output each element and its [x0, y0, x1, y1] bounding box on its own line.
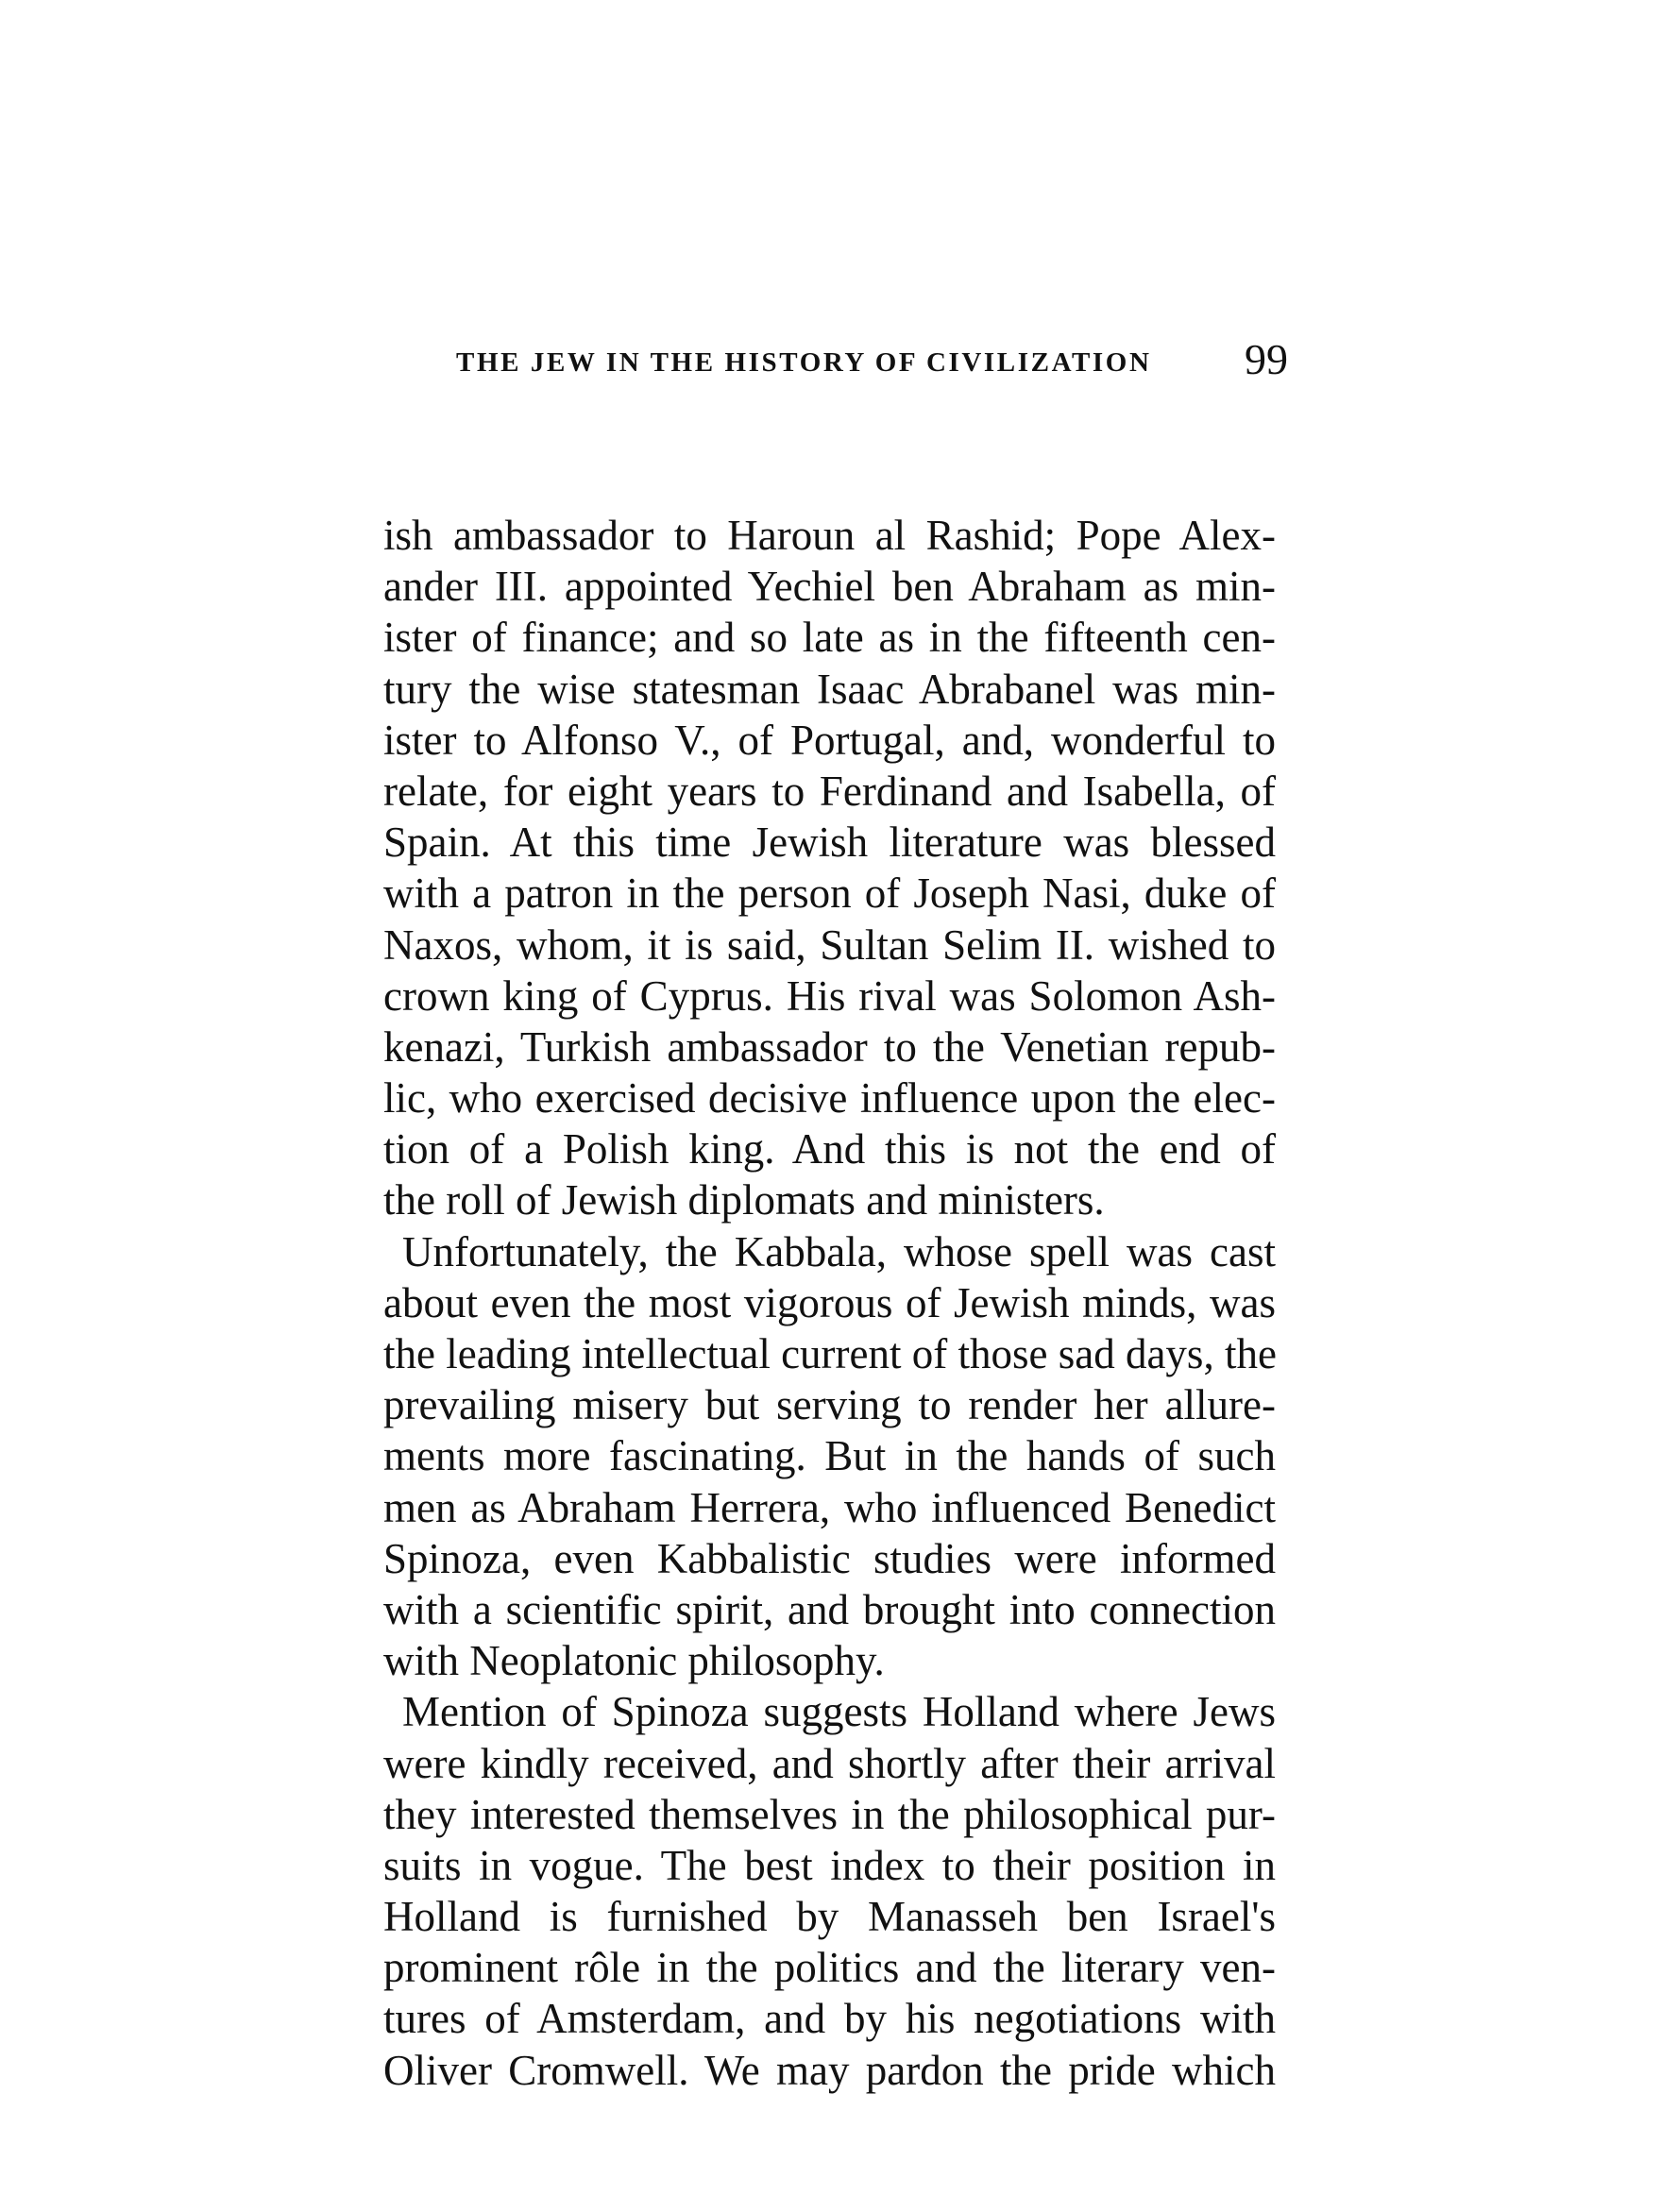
- text-line: ments more fascinating. But in the hands of such: [383, 1432, 1276, 1480]
- text-line: they interested themselves in the philosophical pur-: [383, 1790, 1276, 1838]
- text-line: relate, for eight years to Ferdinand and Isabella, of: [383, 767, 1276, 815]
- running-header: [456, 335, 1288, 383]
- paragraph: [383, 1686, 1276, 2096]
- body-text: [383, 510, 1276, 2096]
- text-line: Spain. At this time Jewish literature was blessed: [383, 819, 1276, 867]
- text-line: ister to Alfonso V., of Portugal, and, wonderful to: [383, 716, 1276, 764]
- text-line: with a scientific spirit, and brought into connection: [383, 1585, 1276, 1633]
- text-line: tures of Amsterdam, and by his negotiations with: [383, 1995, 1276, 2043]
- text-line: ish ambassador to Haroun al Rashid; Pope Alex-: [383, 512, 1276, 559]
- text-line: ister of finance; and so late as in the fifteenth cen-: [383, 614, 1276, 662]
- text-line: with Neoplatonic philosophy.: [383, 1637, 885, 1685]
- text-line: the leading intellectual current of those sad days, the: [383, 1330, 1277, 1377]
- text-line: about even the most vigorous of Jewish minds, was: [383, 1278, 1276, 1326]
- text-line: Mention of Spinoza suggests Holland where Jews: [402, 1688, 1276, 1736]
- text-line: with a patron in the person of Joseph Nasi, duke of: [383, 870, 1276, 918]
- text-line: prevailing misery but serving to render her allure-: [383, 1381, 1276, 1429]
- text-line: kenazi, Turkish ambassador to the Venetian repub-: [383, 1022, 1276, 1071]
- text-line: Naxos, whom, it is said, Sultan Selim II. wished to: [383, 920, 1276, 969]
- text-line: the roll of Jewish diplomats and ministers.: [383, 1176, 1105, 1224]
- page-number: 99: [1245, 335, 1288, 383]
- running-title: THE JEW IN THE HISTORY OF CIVILIZATION: [456, 347, 1152, 378]
- text-line: men as Abraham Herrera, who influenced Benedict: [383, 1483, 1276, 1531]
- paragraph: [383, 1226, 1276, 1687]
- text-line: tury the wise statesman Isaac Abrabanel was min-: [383, 665, 1276, 713]
- paragraph: [383, 510, 1276, 1226]
- text-line: Unfortunately, the Kabbala, whose spell was cast: [402, 1227, 1276, 1275]
- text-line: prominent rôle in the politics and the literary ven-: [383, 1944, 1276, 1992]
- text-line: were kindly received, and shortly after their arrival: [383, 1739, 1276, 1787]
- text-line: Holland is furnished by Manasseh ben Israel's: [383, 1893, 1276, 1941]
- text-line: tion of a Polish king. And this is not the end of: [383, 1125, 1276, 1174]
- text-line: lic, who exercised decisive influence upon the elec-: [383, 1074, 1276, 1123]
- text-line: ander III. appointed Yechiel ben Abraham as min-: [383, 563, 1276, 611]
- text-line: suits in vogue. The best index to their position in: [383, 1841, 1276, 1889]
- text-line: Spinoza, even Kabbalistic studies were informed: [383, 1534, 1276, 1582]
- text-line: Oliver Cromwell. We may pardon the pride which: [383, 2046, 1276, 2094]
- text-line: crown king of Cyprus. His rival was Solomon Ash-: [383, 971, 1276, 1020]
